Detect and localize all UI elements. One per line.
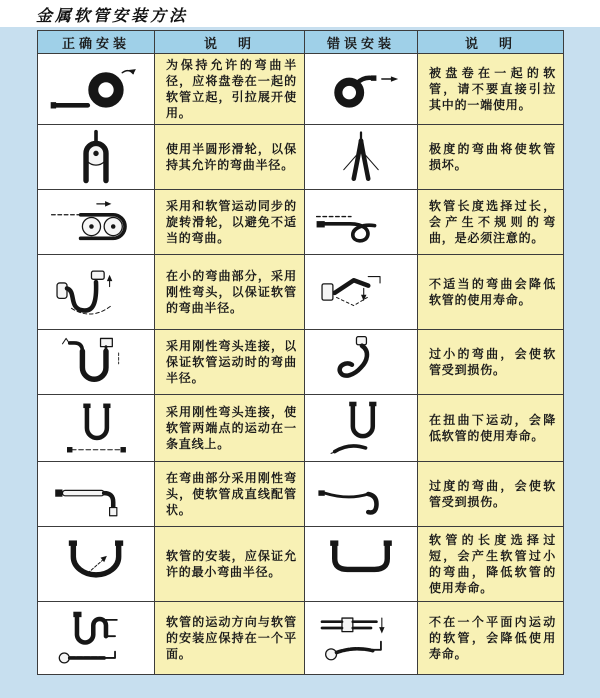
- page-title: 金属软管安装方法: [36, 6, 189, 25]
- wrong-description-4: [418, 255, 563, 329]
- correct-description-text-6: 采用刚性弯头连接，使软管两端点的运动在一条直线上。: [166, 404, 297, 452]
- wrong-description-1: [418, 54, 563, 124]
- correct-description-text-1: 为保持允许的弯曲半径，应将盘卷在一起的软管立起，引拉展开使用。: [166, 57, 297, 121]
- installation-table: [37, 30, 564, 675]
- uncoiling-upright-hose-icon: [46, 60, 146, 118]
- semicircular-pulley-support-icon: [46, 128, 146, 186]
- out-of-plane-motion-icon: [311, 609, 411, 667]
- correct-description-text-9: 软管的运动方向与软管的安装应保持在一个平面。: [166, 614, 297, 662]
- wrong-description-6: [418, 395, 563, 461]
- correct-description-4: [155, 255, 304, 329]
- improper-bend-at-fitting-icon: [311, 263, 411, 321]
- wrong-illustration-cell-4: [305, 255, 417, 329]
- wrong-description-8: [418, 527, 563, 601]
- wrong-description-text-3: 软管长度选择过长，会产生不规则的弯曲，是必须注意的。: [429, 198, 556, 246]
- extreme-sharp-bend-icon: [311, 128, 411, 186]
- correct-description-6: [155, 395, 304, 461]
- header-correct-installation: 正确安装: [38, 31, 154, 53]
- correct-description-9: [155, 602, 304, 674]
- wrong-description-9: [418, 602, 563, 674]
- header-description-left: 说 明: [155, 31, 304, 53]
- correct-illustration-cell-8: [38, 527, 154, 601]
- wrong-description-2: [418, 125, 563, 189]
- wrong-illustration-cell-6: [305, 395, 417, 461]
- correct-illustration-cell-5: [38, 330, 154, 394]
- correct-illustration-cell-3: [38, 190, 154, 254]
- header-description-right: 说 明: [418, 31, 563, 53]
- wrong-illustration-cell-7: [305, 462, 417, 526]
- wrong-description-text-9: 不在一个平面内运动的软管，会降低使用寿命。: [429, 614, 556, 662]
- u-hose-straightline-motion-icon: [46, 399, 146, 457]
- correct-description-text-3: 采用和软管运动同步的旋转滑轮，以避免不适当的弯曲。: [166, 198, 297, 246]
- undersized-bend-hook-icon: [311, 333, 411, 391]
- wrong-description-text-6: 在扭曲下运动，会降低软管的使用寿命。: [429, 412, 556, 443]
- overshort-flat-bend-icon: [311, 535, 411, 593]
- minimum-bend-radius-u-icon: [46, 535, 146, 593]
- straight-piping-rigid-elbow-icon: [46, 465, 146, 523]
- correct-description-8: [155, 527, 304, 601]
- correct-description-2: [155, 125, 304, 189]
- correct-description-text-8: 软管的安装，应保证允许的最小弯曲半径。: [166, 548, 297, 579]
- wrong-illustration-cell-1: [305, 54, 417, 124]
- correct-illustration-cell-2: [38, 125, 154, 189]
- wrong-description-text-7: 过度的弯曲，会使软管受到损伤。: [429, 478, 556, 509]
- pulling-coiled-hose-end-icon: [311, 60, 411, 118]
- correct-illustration-cell-4: [38, 255, 154, 329]
- correct-illustration-cell-6: [38, 395, 154, 461]
- correct-description-5: [155, 330, 304, 394]
- correct-illustration-cell-1: [38, 54, 154, 124]
- wrong-description-text-1: 被盘卷在一起的软管，请不要直接引拉其中的一端使用。: [429, 65, 556, 113]
- wrong-illustration-cell-2: [305, 125, 417, 189]
- correct-description-1: [155, 54, 304, 124]
- excessive-droop-bend-icon: [311, 465, 411, 523]
- synchronized-rotating-pulleys-icon: [46, 193, 146, 251]
- wrong-description-text-2: 极度的弯曲将使软管损坏。: [429, 141, 556, 172]
- overlong-irregular-bend-icon: [311, 193, 411, 251]
- rigid-elbow-connection-u-icon: [46, 333, 146, 391]
- correct-description-text-4: 在小的弯曲部分，采用刚性弯头，以保证软管的弯曲半径。: [166, 268, 297, 316]
- wrong-description-7: [418, 462, 563, 526]
- wrong-illustration-cell-9: [305, 602, 417, 674]
- correct-description-text-5: 采用刚性弯头连接，以保证软管运动时的弯曲半径。: [166, 338, 297, 386]
- correct-description-3: [155, 190, 304, 254]
- wrong-illustration-cell-3: [305, 190, 417, 254]
- wrong-description-text-5: 过小的弯曲，会使软管受到损伤。: [429, 346, 556, 377]
- correct-description-text-7: 在弯曲部分采用刚性弯头，使软管成直线配管状。: [166, 470, 297, 518]
- u-hose-twisted-motion-icon: [311, 399, 411, 457]
- wrong-description-5: [418, 330, 563, 394]
- correct-description-text-2: 使用半圆形滑轮，以保持其允许的弯曲半径。: [166, 141, 297, 172]
- correct-description-7: [155, 462, 304, 526]
- header-wrong-installation: 错误安装: [305, 31, 417, 53]
- wrong-description-text-8: 软管的长度选择过短，会产生软管过小的弯曲，降低软管的使用寿命。: [429, 532, 556, 596]
- single-plane-motion-icon: [46, 609, 146, 667]
- wrong-illustration-cell-8: [305, 527, 417, 601]
- wrong-description-text-4: 不适当的弯曲会降低软管的使用寿命。: [429, 276, 556, 307]
- wrong-description-3: [418, 190, 563, 254]
- correct-illustration-cell-9: [38, 602, 154, 674]
- correct-illustration-cell-7: [38, 462, 154, 526]
- rigid-elbow-small-bend-icon: [46, 263, 146, 321]
- wrong-illustration-cell-5: [305, 330, 417, 394]
